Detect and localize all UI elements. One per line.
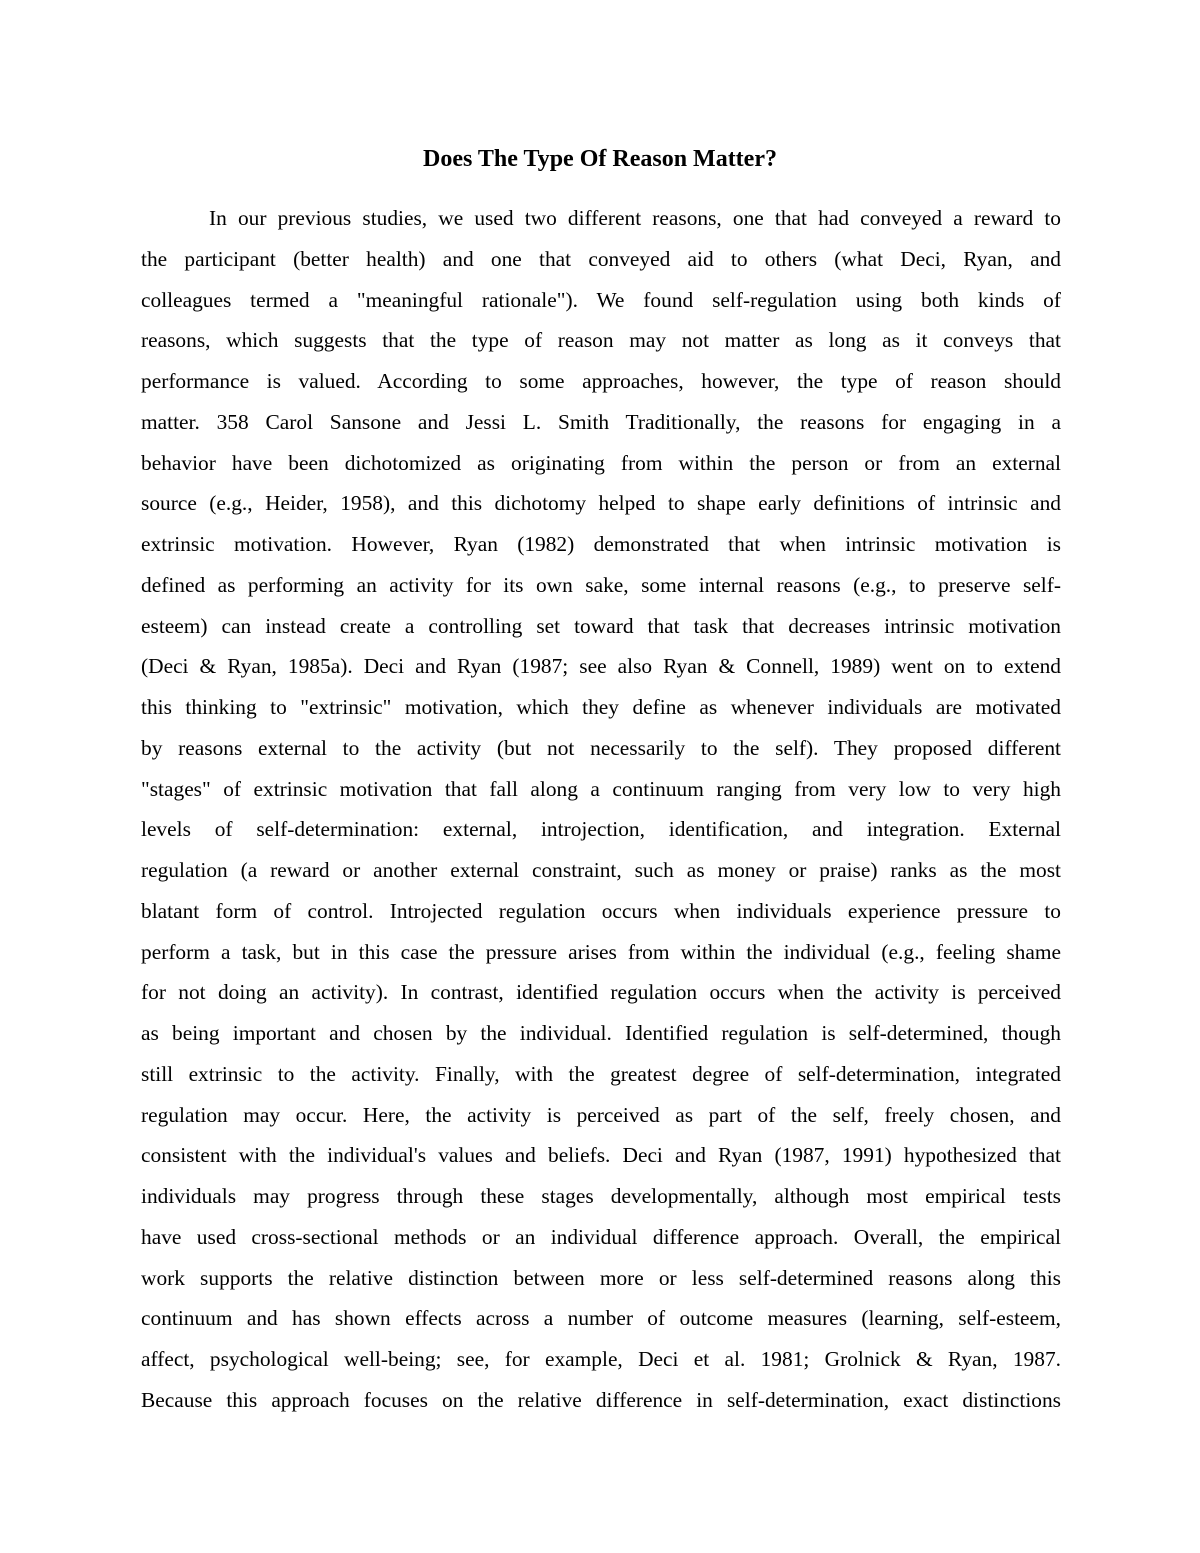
paragraph-line: the participant (better health) and one that conveyed aid to others (what Deci, Ryan, and — [141, 246, 1061, 271]
paragraph-line: extrinsic motivation. However, Ryan (1982) demonstrated that when intrinsic motivation is — [141, 532, 1061, 556]
paragraph-line: affect, psychological well-being; see, for example, Deci et al. 1981; Grolnick & Ryan, 1987. — [141, 1347, 1061, 1371]
paragraph-line: regulation may occur. Here, the activity is perceived as part of the self, freely chosen, and — [141, 1102, 1061, 1127]
paragraph-line: for not doing an activity). In contrast, identified regulation occurs when the activity is perceived — [141, 980, 1061, 1005]
paragraph-line: blatant form of control. Introjected regulation occurs when individuals experience pressure to — [141, 898, 1061, 923]
paragraph-line: reasons, which suggests that the type of reason may not matter as long as it conveys that — [141, 328, 1061, 353]
paragraph-line: defined as performing an activity for its own sake, some internal reasons (e.g., to preserve self- — [141, 572, 1061, 597]
paragraph-line: levels of self-determination: external, introjection, identification, and integration. External — [141, 817, 1061, 842]
body-paragraph — [141, 198, 1061, 1421]
paragraph-line: as being important and chosen by the individual. Identified regulation is self-determined, though — [141, 1021, 1061, 1045]
paragraph-line: this thinking to "extrinsic" motivation, which they define as whenever individuals are motivated — [141, 695, 1061, 719]
paragraph-line: continuum and has shown effects across a number of outcome measures (learning, self-esteem, — [141, 1306, 1061, 1331]
paragraph-line: (Deci & Ryan, 1985a). Deci and Ryan (1987; see also Ryan & Connell, 1989) went on to extend — [141, 654, 1061, 679]
paragraph-line: work supports the relative distinction between more or less self-determined reasons along this — [141, 1265, 1061, 1290]
document-title: Does The Type Of Reason Matter? — [423, 146, 777, 172]
paragraph-line: matter. 358 Carol Sansone and Jessi L. Smith Traditionally, the reasons for engaging in a — [141, 409, 1061, 434]
paragraph-line: regulation (a reward or another external constraint, such as money or praise) ranks as the most — [141, 858, 1061, 882]
paragraph-line: In our previous studies, we used two different reasons, one that had conveyed a reward to — [209, 206, 1061, 230]
paragraph-line: individuals may progress through these stages developmentally, although most empirical tests — [141, 1184, 1061, 1208]
paragraph-line: "stages" of extrinsic motivation that fall along a continuum ranging from very low to very high — [141, 776, 1061, 801]
paragraph-line: consistent with the individual's values and beliefs. Deci and Ryan (1987, 1991) hypothesized that — [141, 1143, 1061, 1168]
paragraph-line: source (e.g., Heider, 1958), and this dichotomy helped to shape early definitions of intrinsic and — [141, 491, 1061, 516]
paragraph-line: colleagues termed a "meaningful rationale"). We found self-regulation using both kinds of — [141, 287, 1061, 312]
paragraph-line: by reasons external to the activity (but not necessarily to the self). They proposed different — [141, 735, 1061, 760]
paragraph-line: performance is valued. According to some approaches, however, the type of reason should — [141, 369, 1061, 393]
paragraph-line: esteem) can instead create a controlling set toward that task that decreases intrinsic motivation — [141, 613, 1061, 638]
paragraph-line: perform a task, but in this case the pressure arises from within the individual (e.g., feeling shame — [141, 939, 1061, 964]
paragraph-line: have used cross-sectional methods or an individual difference approach. Overall, the empirical — [141, 1224, 1061, 1249]
paragraph-line: Because this approach focuses on the relative difference in self-determination, exact distinctions — [141, 1387, 1061, 1412]
paragraph-line: behavior have been dichotomized as originating from within the person or from an external — [141, 450, 1061, 475]
paragraph-line: still extrinsic to the activity. Finally, with the greatest degree of self-determination, integrated — [141, 1061, 1061, 1086]
